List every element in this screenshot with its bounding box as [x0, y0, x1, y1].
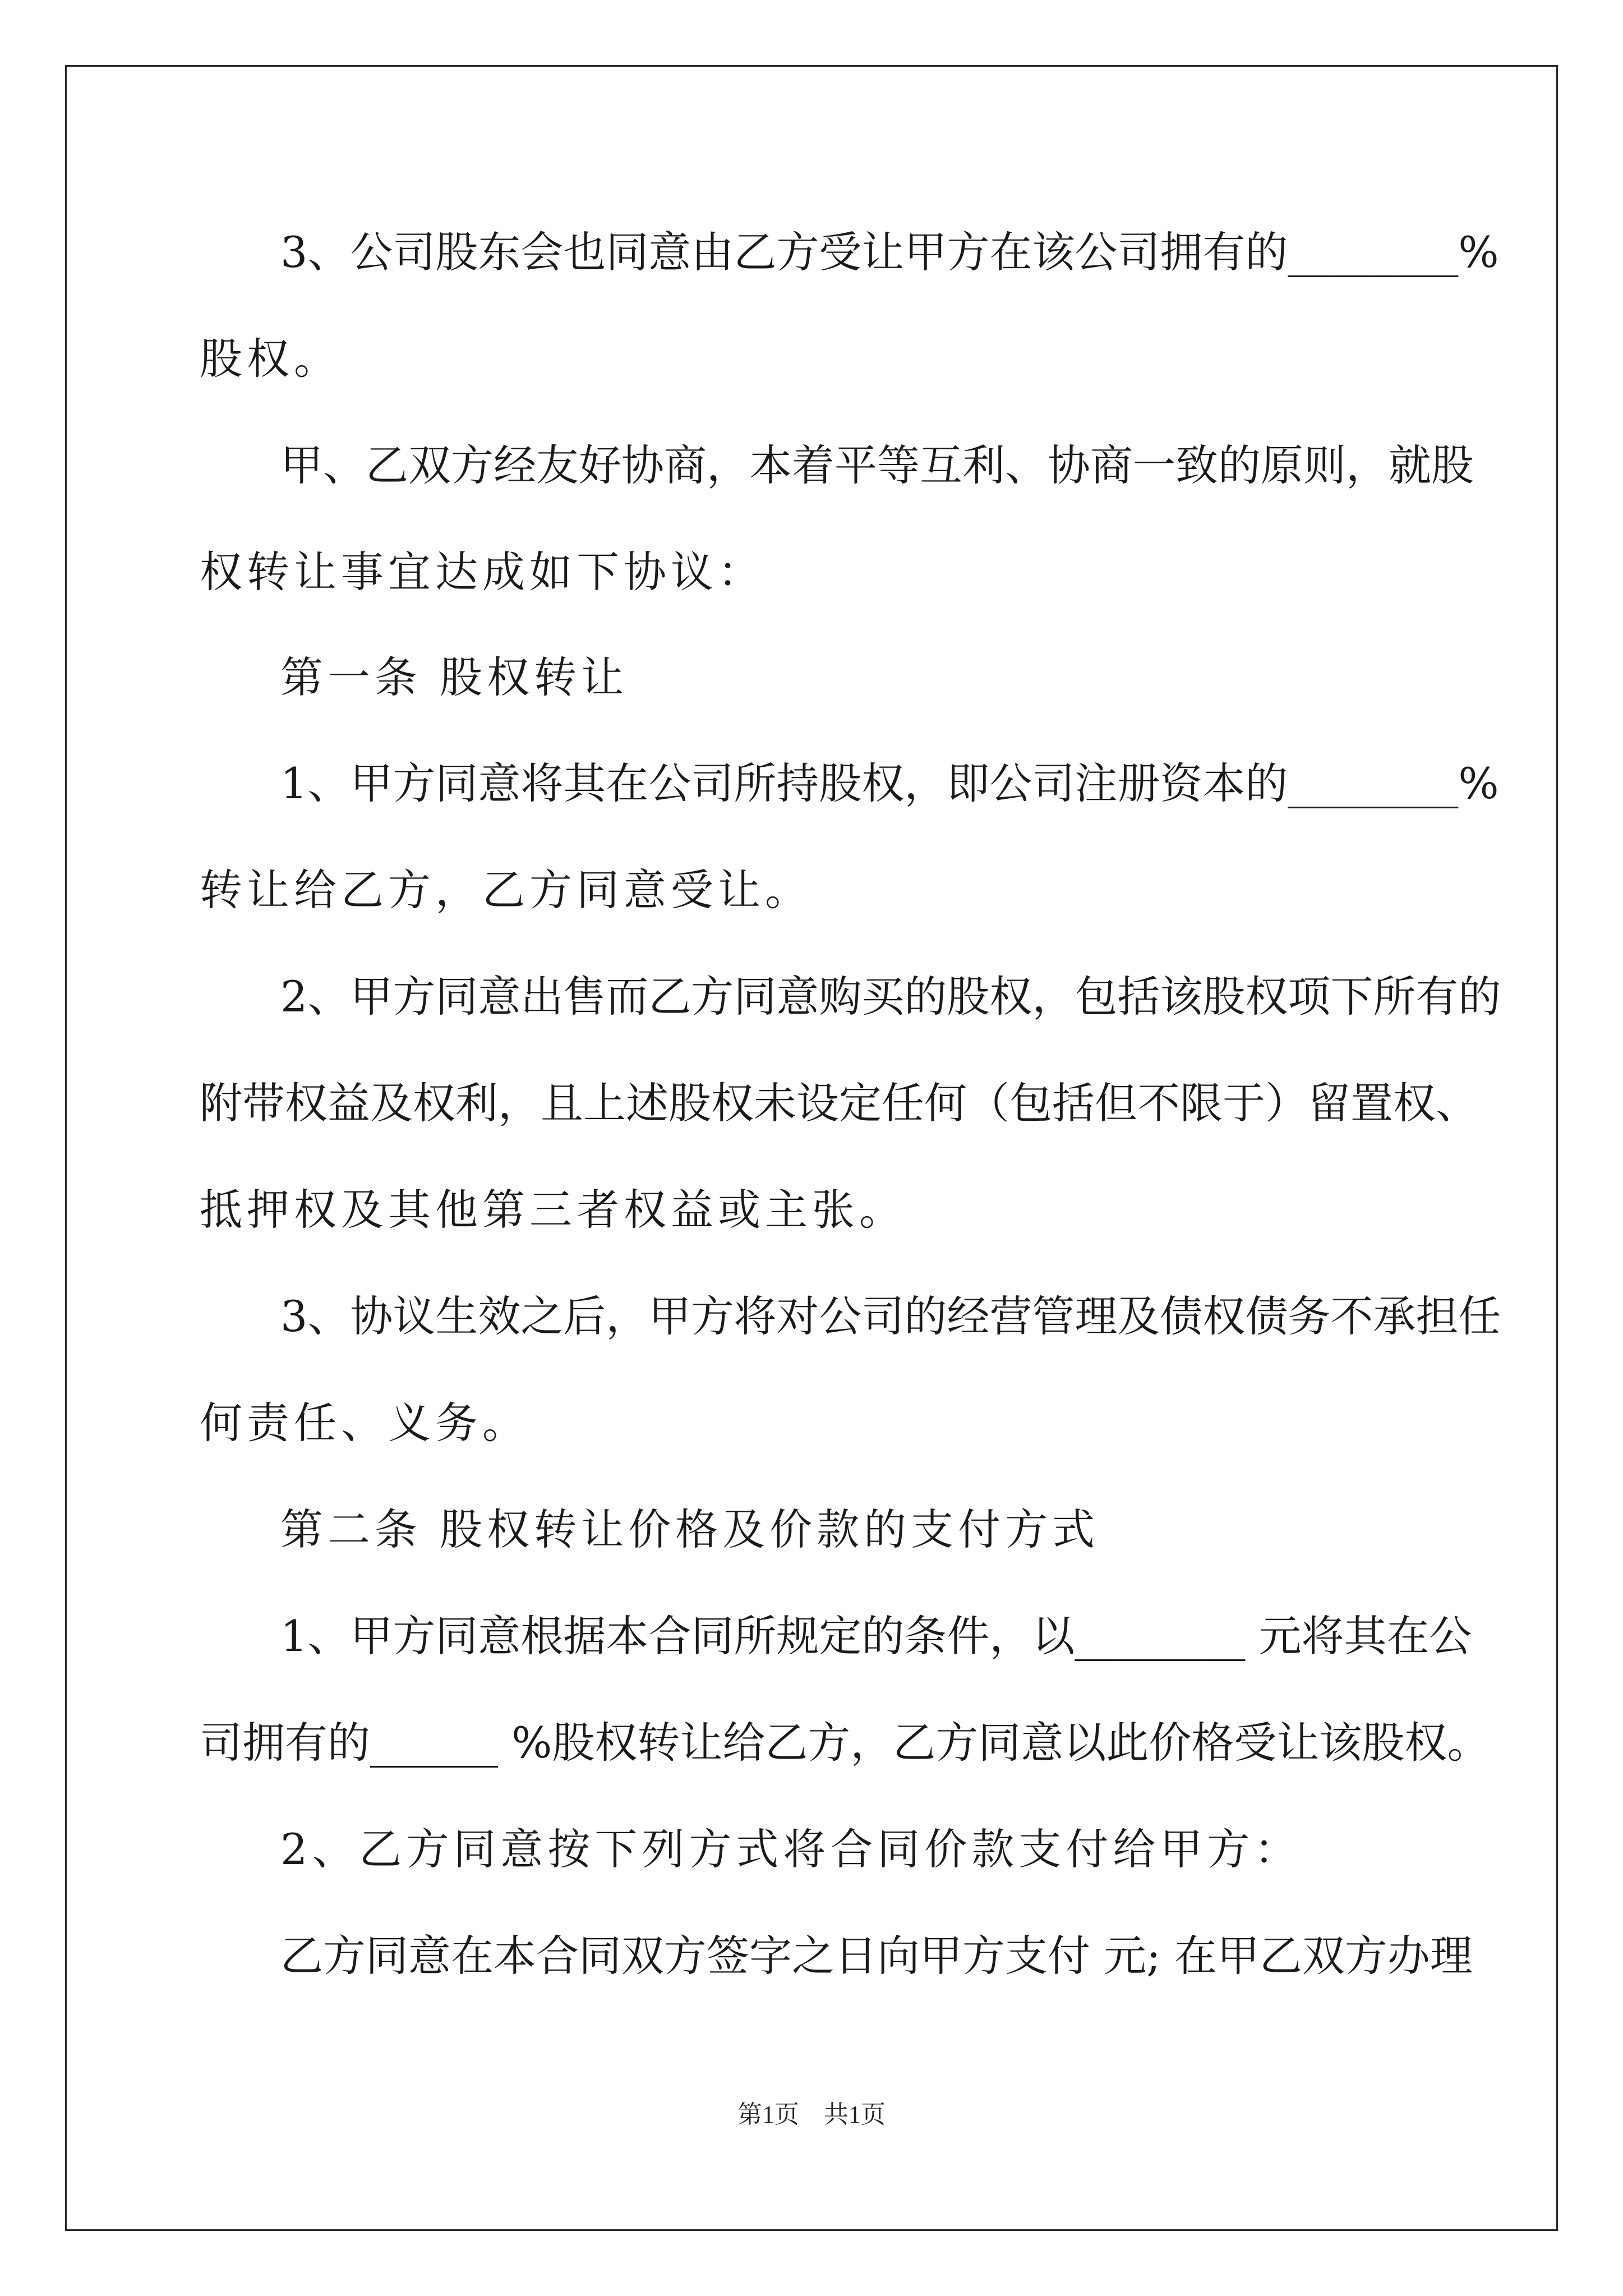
- paragraph-line: 1、甲方同意根据本合同所规定的条件，以________ 元将其在公: [280, 1611, 1472, 1661]
- page-border: [65, 65, 1558, 2231]
- page-number: 第1页 共1页: [737, 2101, 886, 2128]
- paragraph-line: 甲、乙双方经友好协商，本着平等互利、协商一致的原则，就股: [280, 440, 1474, 490]
- section-heading: 第一条 股权转让: [280, 652, 629, 702]
- paragraph-line: 2、甲方同意出售而乙方同意购买的股权，包括该股权项下所有的: [280, 972, 1501, 1022]
- paragraph-line: 1、甲方同意将其在公司所持股权，即公司注册资本的________%: [280, 758, 1499, 808]
- paragraph-line: 司拥有的______ %股权转让给乙方，乙方同意以此价格受让该股权。: [200, 1718, 1490, 1768]
- paragraph-line: 转让给乙方，乙方同意受让。: [200, 865, 812, 915]
- paragraph-line: 附带权益及权利，且上述股权未设定任何（包括但不限于）留置权、: [200, 1078, 1478, 1128]
- paragraph-line: 权转让事宜达成如下协议：: [200, 547, 765, 597]
- paragraph-line: 股权。: [200, 334, 341, 384]
- paragraph-line: 乙方同意在本合同双方签字之日向甲方支付 元; 在甲乙双方办理: [280, 1931, 1473, 1981]
- paragraph-line: 3、协议生效之后，甲方将对公司的经营管理及债权债务不承担任: [280, 1291, 1501, 1341]
- paragraph-line: 2、乙方同意按下列方式将合同价款支付给甲方：: [280, 1824, 1302, 1874]
- paragraph-line: 抵押权及其他第三者权益或主张。: [200, 1185, 906, 1235]
- section-heading: 第二条 股权转让价格及价款的支付方式: [280, 1504, 1100, 1554]
- paragraph-line: 何责任、义务。: [200, 1398, 529, 1448]
- paragraph-line: 3、公司股东会也同意由乙方受让甲方在该公司拥有的________%: [280, 227, 1499, 277]
